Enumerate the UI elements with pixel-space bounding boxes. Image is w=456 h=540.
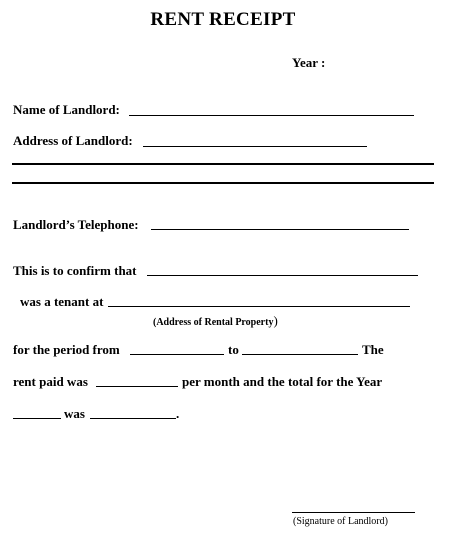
signature-field[interactable] [292,512,415,513]
tenant-name-field[interactable] [147,275,418,276]
per-month-label: per month and the total for the Year [182,374,383,389]
was-label: was [64,406,85,421]
year-field[interactable] [13,418,61,419]
landlord-address-label: Address of Landlord: [13,133,133,148]
landlord-phone-label: Landlord’s Telephone: [13,217,139,232]
period-mark: . [176,406,180,421]
total-amount-field[interactable] [90,418,176,419]
period-from-label: for the period from [13,342,120,357]
landlord-address-field[interactable] [143,146,367,147]
address-line-3[interactable] [12,182,434,184]
rental-address-field[interactable] [108,306,410,307]
rent-amount-field[interactable] [96,386,178,387]
tenant-label: was a tenant at [20,294,104,309]
year-label: Year : [292,55,326,70]
address-line-2[interactable] [12,163,434,165]
address-caption: (Address of Rental Property) [153,313,278,328]
landlord-name-label: Name of Landlord: [13,102,120,117]
landlord-name-field[interactable] [129,115,414,116]
signature-caption: (Signature of Landlord) [293,516,388,527]
rent-paid-label: rent paid was [13,374,88,389]
page-title: RENT RECEIPT [150,9,296,30]
period-to-field[interactable] [242,354,358,355]
period-to-label: to [228,342,239,357]
period-the-label: The [362,342,384,357]
period-from-field[interactable] [130,354,224,355]
landlord-phone-field[interactable] [151,229,409,230]
confirm-label: This is to confirm that [13,263,137,278]
